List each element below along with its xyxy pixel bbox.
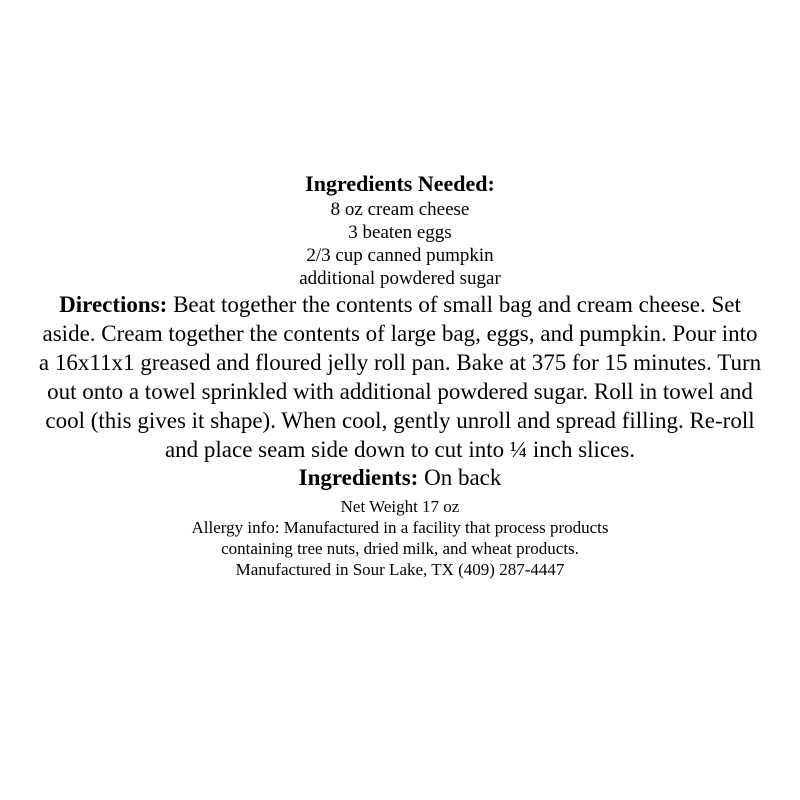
directions-text: Beat together the contents of small bag and cream cheese. Set aside. Cream together the contents of large bag, eggs, and pumpkin. Pour into a 16x11x1 greased and floured jelly roll pan. Bake at 375 for 15 minutes. Turn out onto a towel sprinkled with additional powdered sugar. Roll in towel and cool (this gives it shape). When cool, gently unroll and spread filling. Re-roll and place seam side down to cut into ¼ inch slices. bbox=[38, 292, 762, 462]
directions-paragraph bbox=[38, 290, 762, 464]
ingredient-item-pumpkin: 2/3 cup canned pumpkin bbox=[306, 245, 494, 266]
ingredient-item-cream-cheese: 8 oz cream cheese bbox=[330, 199, 470, 220]
manufacturer-info: Manufactured in Sour Lake, TX (409) 287-4447 bbox=[235, 560, 565, 579]
net-weight: Net Weight 17 oz bbox=[340, 497, 460, 516]
ingredients-text: On back bbox=[424, 465, 502, 490]
recipe-label bbox=[0, 170, 800, 580]
ingredients-needed-heading: Ingredients Needed: bbox=[305, 171, 495, 196]
ingredients-label: Ingredients: bbox=[298, 465, 425, 490]
directions-label: Directions: bbox=[59, 292, 174, 317]
ingredients-line bbox=[0, 464, 800, 492]
allergy-info-line-2: containing tree nuts, dried milk, and wheat products. bbox=[221, 539, 579, 558]
allergy-info-line-1: Allergy info: Manufactured in a facility that process products bbox=[191, 518, 609, 537]
ingredient-item-eggs: 3 beaten eggs bbox=[348, 222, 452, 243]
ingredient-item-powdered-sugar: additional powdered sugar bbox=[299, 268, 501, 289]
